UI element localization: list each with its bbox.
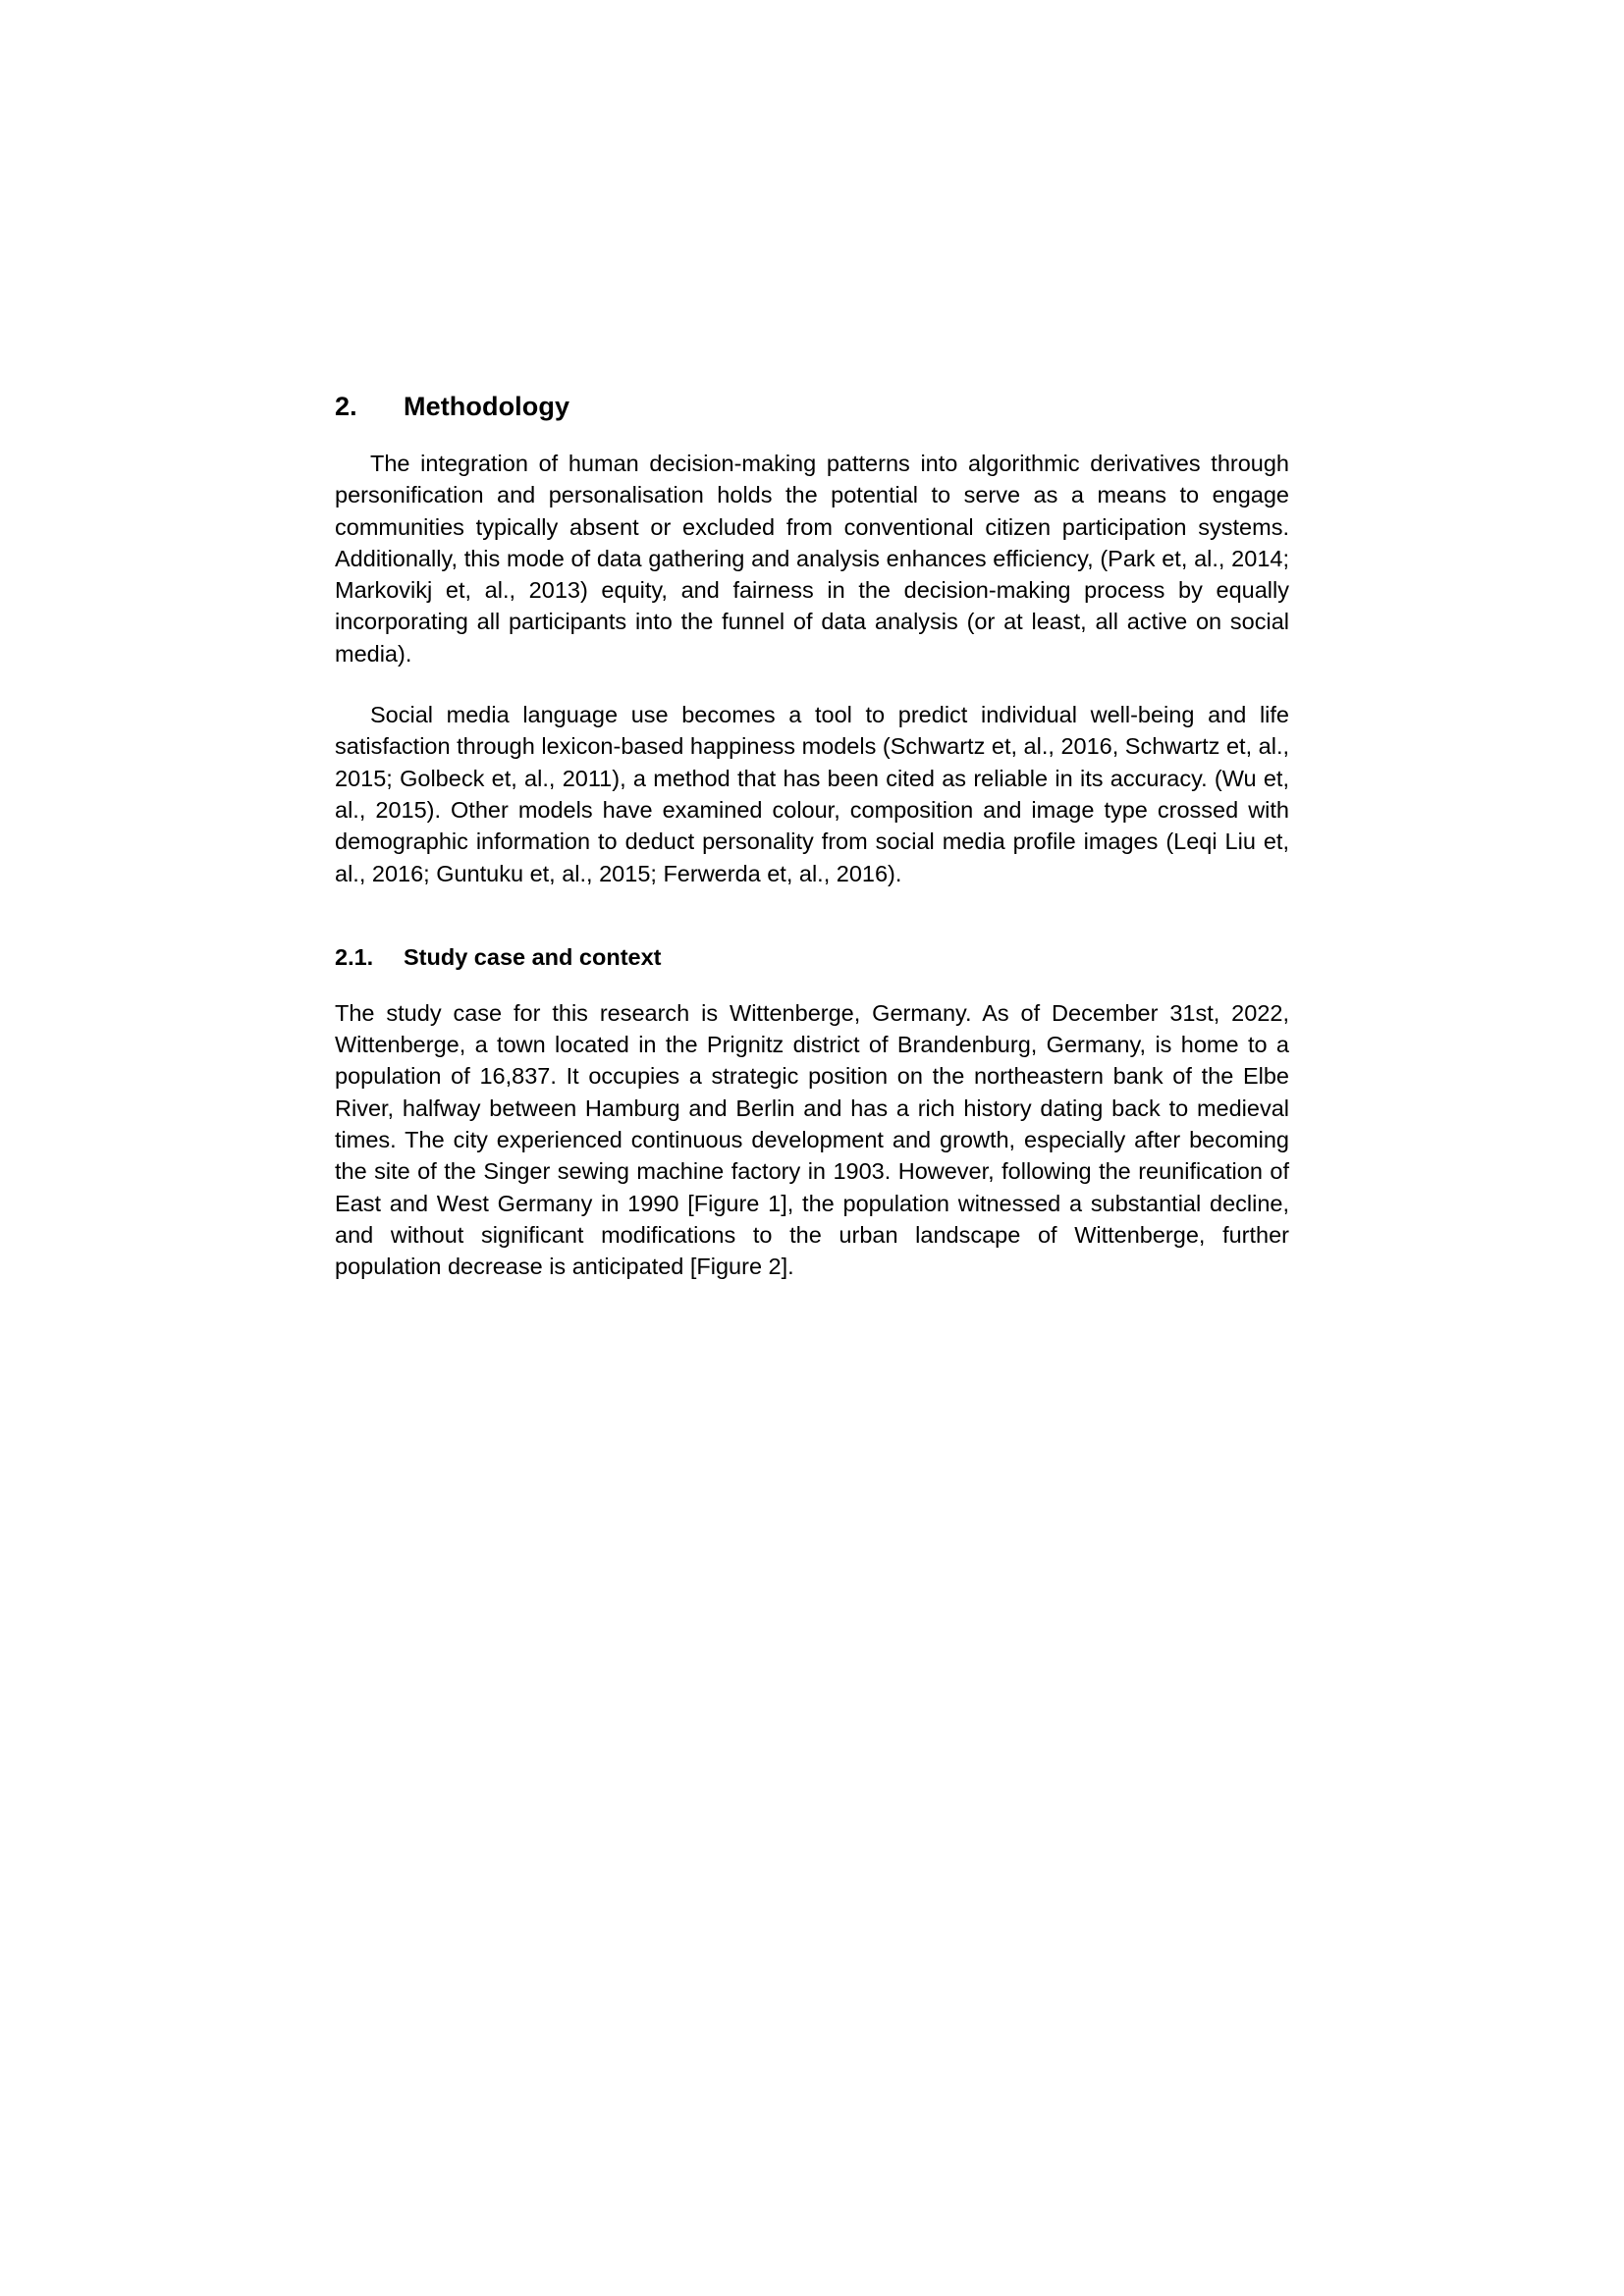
page-content [335, 391, 1289, 1283]
subsection-heading-number: 2.1. [335, 943, 374, 970]
paragraph-intro-integration: The integration of human decision-making patterns into algorithmic derivatives through personification and personalisation holds the potential to serve as a means to engage communities typically absent or excluded from conventional citizen participation systems. Additionally, this mode of data gathering and analysis enhances efficiency, (Park et, al., 2014; Markovikj et, al., 2013) equity, and fairness in the decision-making process by equally incorporating all participants into the funnel of data analysis (or at least, all active on social media). [335, 451, 1289, 667]
section-heading [335, 391, 1289, 422]
subsection-heading-title: Study case and context [404, 943, 662, 970]
section-heading-title: Methodology [404, 392, 570, 421]
paragraph-study-case: The study case for this research is Wittenberge, Germany. As of December 31st, 2022, Wittenberge, a town located in the Prignitz district of Brandenburg, Germany, is home to a population of 16,837. It occupies a strategic position on the northeastern bank of the Elbe River, halfway between Hamburg and Berlin and has a rich history dating back to medieval times. The city experienced continuous development and growth, especially after becoming the site of the Singer sewing machine factory in 1903. However, following the reunification of East and West Germany in 1990 [Figure 1], the population witnessed a substantial decline, and without significant modifications to the urban landscape of Wittenberge, further population decrease is anticipated [Figure 2]. [335, 999, 1289, 1280]
section-heading-number: 2. [335, 392, 357, 421]
subsection-heading [335, 942, 1289, 972]
paragraph-social-media-language: Social media language use becomes a tool to predict individual well-being and life satisfaction through lexicon-based happiness models (Schwartz et, al., 2016, Schwartz et, al., 2015; Golbeck et, al., 2011), a method that has been cited as reliable in its accuracy. (Wu et, al., 2015). Other models have examined colour, composition and image type crossed with demographic information to deduct personality from social media profile images (Leqi Liu et, al., 2016; Guntuku et, al., 2015; Ferwerda et, al., 2016). [335, 702, 1289, 886]
